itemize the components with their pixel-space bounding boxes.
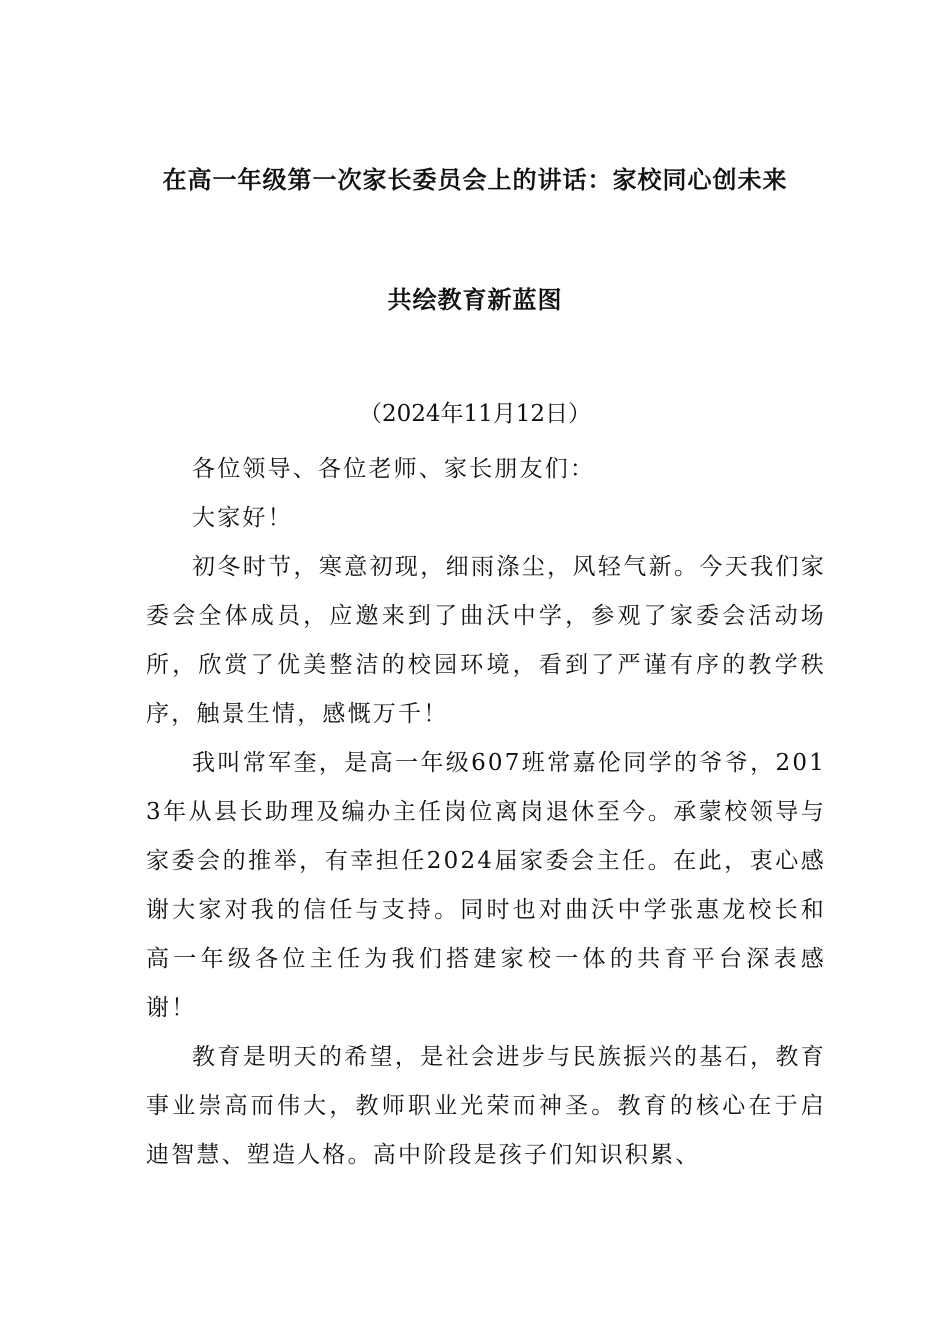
paragraph-opening: 初冬时节，寒意初现，细雨涤尘，风轻气新。今天我们家委会全体成员，应邀来到了曲沃中学，参观了家委会活动场所，欣赏了优美整洁的校园环境，看到了严谨有序的教学秩序，触景生情，感慨万千！ — [146, 554, 826, 727]
greeting: 大家好！ — [192, 505, 293, 531]
paragraph-introduction: 我叫常军奎，是高一年级607班常嘉伦同学的爷爷，2013年从县长助理及编办主任岗位离岗退休至今。承蒙校领导与家委会的推举，有幸担任2024届家委会主任。在此，衷心感谢大家对我的信任与支持。同时也对曲沃中学张惠龙校长和高一年级各位主任为我们搭建家校一体的共育平台深表感谢！ — [146, 750, 826, 1021]
speech-date: （2024年11月12日） — [358, 401, 592, 427]
paragraph-education: 教育是明天的希望，是社会进步与民族振兴的基石，教育事业崇高而伟大，教师职业光荣而神圣。教育的核心在于启迪智慧、塑造人格。高中阶段是孩子们知识积累、 — [146, 1044, 826, 1168]
salutation: 各位领导、各位老师、家长朋友们： — [192, 456, 596, 482]
speech-body — [146, 445, 826, 1180]
document-title-line-2: 共绘教育新蓝图 — [387, 285, 563, 314]
document-title-line-1: 在高一年级第一次家长委员会上的讲话：家校同心创未来 — [162, 165, 788, 194]
